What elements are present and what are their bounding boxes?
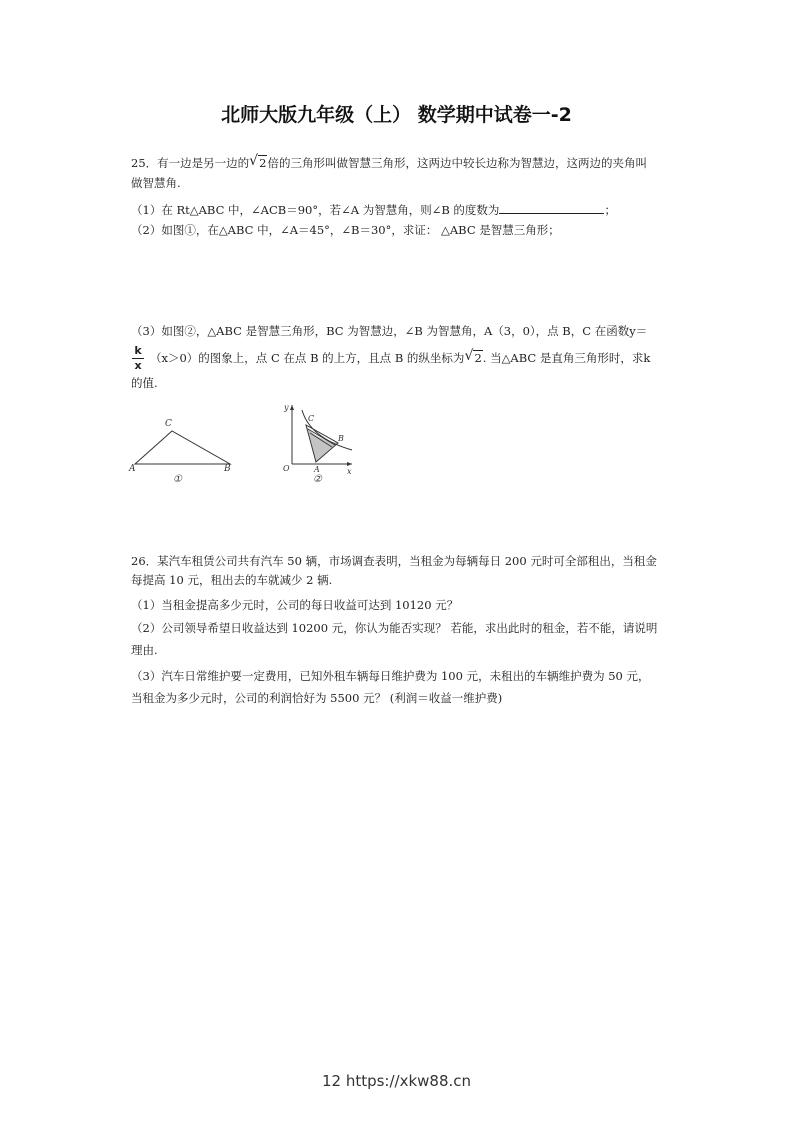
fig1-label-b: B	[224, 464, 231, 474]
q26-part3-line2: 当租金为多少元时，公司的利润恰好为 5500 元？ (利润＝收益一维护费)	[131, 691, 503, 705]
sqrt-symbol: √ 2	[464, 348, 482, 365]
q25-part1: （1）在 Rt△ABC 中，∠ACB＝90°，若∠A 为智慧角，则∠B 的度数为 ；	[131, 203, 616, 217]
fig2-label-y: y	[284, 403, 289, 412]
fig2-label-a: A	[314, 465, 320, 474]
answer-blank	[499, 202, 604, 214]
q26-part3-line1: （3）汽车日常维护要一定费用，已知外租车辆每日维护费为 100 元，未租出的车辆维护费为 50 元，	[131, 669, 650, 683]
q26-stem-line1: 26．某汽车租赁公司共有汽车 50 辆，市场调查表明，当租金为每辆每日 200 元时可全部租出，当租金	[131, 554, 657, 568]
q25-stem-line2: 做智慧角.	[131, 176, 181, 190]
fig2-label-c: C	[308, 414, 315, 423]
q25-stem-text-b: 倍的三角形叫做智慧三角形，这两边中较长边称为智慧边，这两边的夹角叫	[267, 156, 647, 170]
figure-1-triangle	[125, 410, 245, 490]
page-footer: 12 https://xkw88.cn	[321, 1072, 472, 1090]
fig2-label-x: x	[347, 467, 352, 476]
figure-2-graph	[280, 400, 360, 485]
q26-part1: （1）当租金提高多少元时，公司的每日收益可达到 10120 元？	[131, 598, 459, 612]
fig2-caption: ②	[313, 474, 322, 485]
q26-part2-line1: （2）公司领导希望日收益达到 10200 元，你认为能否实现？ 若能，求出此时的租金，若不能，请说明	[131, 621, 658, 635]
fig1-label-c: C	[165, 419, 172, 429]
q26-stem-line2: 每提高 10 元，租出去的车就减少 2 辆.	[131, 573, 333, 587]
fraction-k-over-x: k x	[132, 345, 144, 372]
q25-part3-line3: 的值.	[131, 376, 158, 390]
sqrt-symbol: √ 2	[249, 153, 267, 170]
q25-part3-line1: （3）如图②，△ABC 是智慧三角形，BC 为智慧边，∠B 为智慧角，A（3，0），点 B，C 在函数y＝	[131, 324, 648, 338]
fig2-label-b: B	[338, 434, 344, 443]
q25-part2: （2）如图①，在△ABC 中，∠A＝45°，∠B＝30°，求证： △ABC 是智慧三角形；	[131, 223, 560, 237]
q25-stem-line1	[131, 155, 647, 171]
fig1-label-a: A	[129, 464, 136, 474]
q25-part3-line2: （x＞0）的图象上，点 C 在点 B 的上方，且点 B 的纵坐标为 √ 2. 当△ABC 是直角三角形时，求k	[150, 348, 651, 365]
fig1-caption: ①	[173, 474, 182, 485]
page-title: 北师大版九年级（上） 数学期中试卷一-2	[221, 104, 572, 126]
fig2-label-o: O	[283, 464, 290, 473]
q26-part2-line2: 理由.	[131, 643, 158, 657]
q25-stem-text-a: 25．有一边是另一边的	[131, 156, 250, 170]
